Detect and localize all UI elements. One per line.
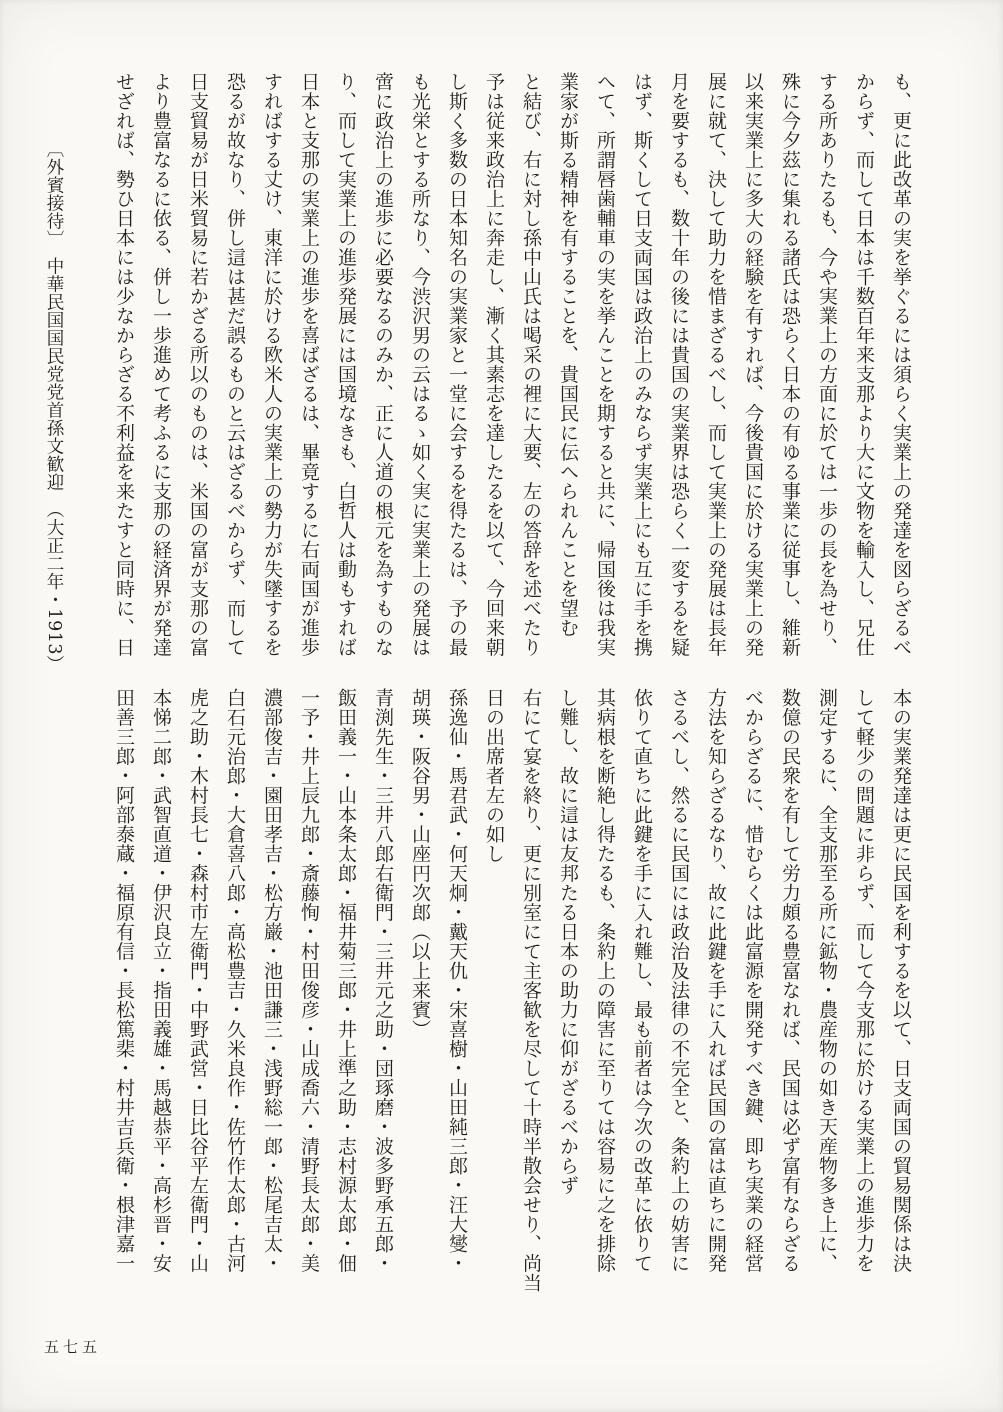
text-column: 日支貿易が日米貿易に若かざる所以のものは、米国の富が支那の富 xyxy=(187,72,209,657)
text-column: 右にて宴を終り、更に別室にて主客歓を尽して十時半散会せり、尚当 xyxy=(520,688,542,1293)
text-column: より豊富なるに依る、併し一歩進めて考ふるに支那の経済界が発達 xyxy=(150,72,172,657)
lower-text-block xyxy=(105,688,919,1300)
upper-columns xyxy=(105,72,919,666)
text-column: 啻に政治上の進歩に必要なるのみか、正に人道の根元を為すものな xyxy=(372,72,394,657)
lower-columns xyxy=(105,688,919,1300)
text-column: と結び、右に対し孫中山氏は喝采の裡に大要、左の答辞を述べたり xyxy=(520,72,542,657)
text-column: 日本と支那の実業上の進歩を喜ばざるは、畢竟するに右両国が進歩 xyxy=(298,72,320,657)
text-column: 青渕先生・三井八郎右衛門・三井元之助・団琢磨・波多野承五郎・ xyxy=(372,688,394,1273)
upper-text-block xyxy=(105,72,919,666)
text-column: 白石元治郎・大倉喜八郎・高松豊吉・久米良作・佐竹作太郎・古河 xyxy=(224,688,246,1273)
text-column: 月を要するも、数十年の後には貴国の実業界は恐らく一変するを疑 xyxy=(668,72,690,657)
text-column: 日の出席者左の如し xyxy=(483,688,505,864)
text-column: さるべし、然るに民国には政治及法律の不完全と、条約上の妨害に xyxy=(668,688,690,1273)
text-column: はず、斯くして日支両国は政治上のみならず実業上にも互に手を携 xyxy=(631,72,653,657)
text-column: し斯く多数の日本知名の実業家と一堂に会するを得たるは、予の最 xyxy=(446,72,468,657)
text-column: 濃部俊吉・園田孝吉・松方巌・池田謙三・浅野総一郎・松尾吉太・ xyxy=(261,688,283,1273)
text-column: する所ありたるも、今や実業上の方面に於ては一歩の長を為せり、 xyxy=(816,72,838,657)
text-column: 一予・井上辰九郎・斎藤恂・村田俊彦・山成喬六・清野長太郎・美 xyxy=(298,688,320,1273)
text-column: 孫逸仙・馬君武・何天炯・戴天仇・宋喜樹・山田純三郎・汪大燮・ xyxy=(446,688,468,1273)
text-column: 殊に今夕茲に集れる諸氏は恐らく日本の有ゆる事業に従事し、維新 xyxy=(779,72,801,657)
text-column: 本の実業発達は更に民国を利するを以て、日支両国の貿易関係は決 xyxy=(890,688,912,1273)
text-column: 胡瑛・阪谷男・山座円次郎（以上来賓） xyxy=(409,688,431,1039)
text-column: 飯田義一・山本条太郎・福井菊三郎・井上準之助・志村源太郎・佃 xyxy=(335,688,357,1273)
text-column: 依りて直ちに此鍵を手に入れ難し、最も前者は今次の改革に依りて xyxy=(631,688,653,1273)
page-number: 五七五 xyxy=(44,1338,102,1356)
text-column: 恐るが故なり、併し這は甚だ誤るものと云はざるべからず、而して xyxy=(224,72,246,657)
text-column: 予は従来政治上に奔走し、漸く其素志を達したるを以て、今回来朝 xyxy=(483,72,505,657)
text-column: 其病根を断絶し得たるも、条約上の障害に至りては容易に之を排除 xyxy=(594,688,616,1273)
running-head: 〔外賓接待〕 中華民国国民党党首孫文歓迎 （大正二年・1913） xyxy=(44,140,64,674)
text-column: 本悌二郎・武智直道・伊沢良立・指田義雄・馬越恭平・高杉晋・安 xyxy=(150,688,172,1273)
text-column: も光栄とする所なり、今渋沢男の云はるゝ如く実に実業上の発展は xyxy=(409,72,431,657)
text-column: からず、而して日本は千数百年来支那より大に文物を輸入し、兄仕 xyxy=(853,72,875,657)
text-column: も、更に此改革の実を挙ぐるには須らく実業上の発達を図らざるべ xyxy=(890,72,912,657)
text-column: 方法を知らざるなり、故に此鍵を手に入れば民国の富は直ちに開発 xyxy=(705,688,727,1273)
text-column: 以来実業上に多大の経験を有すれば、今後貴国に於ける実業上の発 xyxy=(742,72,764,657)
text-column: 展に就て、決して助力を惜まざるべし、而して実業上の発展は長年 xyxy=(705,72,727,657)
text-column: へて、所謂唇歯輔車の実を挙んことを期すると共に、帰国後は我実 xyxy=(594,72,616,657)
text-column: 虎之助・木村長七・森村市左衛門・中野武営・日比谷平左衛門・山 xyxy=(187,688,209,1273)
text-column: 田善三郎・阿部泰蔵・福原有信・長松篤棐・村井吉兵衛・根津嘉一 xyxy=(113,688,135,1273)
text-column: べからざるに、惜むらくは此富源を開発すべき鍵、即ち実業の経営 xyxy=(742,688,764,1273)
text-column: 業家が斯る精神を有することを、貴国民に伝へられんことを望む xyxy=(557,72,579,638)
text-column: し難し、故に這は友邦たる日本の助力に仰がざるべからず xyxy=(557,688,579,1195)
text-column: 測定するに、全支那至る所に鉱物・農産物の如き天産物多き上に、 xyxy=(816,688,838,1273)
text-column: して軽少の問題に非らず、而して今支那に於ける実業上の進歩力を xyxy=(853,688,875,1273)
text-column: り、而して実業上の進歩発展には国境なきも、白哲人は動もすれば xyxy=(335,72,357,657)
text-column: すればする丈け、東洋に於ける欧米人の実業上の勢力が失墜するを xyxy=(261,72,283,657)
text-column: 数億の民衆を有して労力頗る豊富なれば、民国は必ず富有ならざる xyxy=(779,688,801,1273)
text-column: せざれば、勢ひ日本には少なからざる不利益を来たすと同時に、日 xyxy=(113,72,135,657)
